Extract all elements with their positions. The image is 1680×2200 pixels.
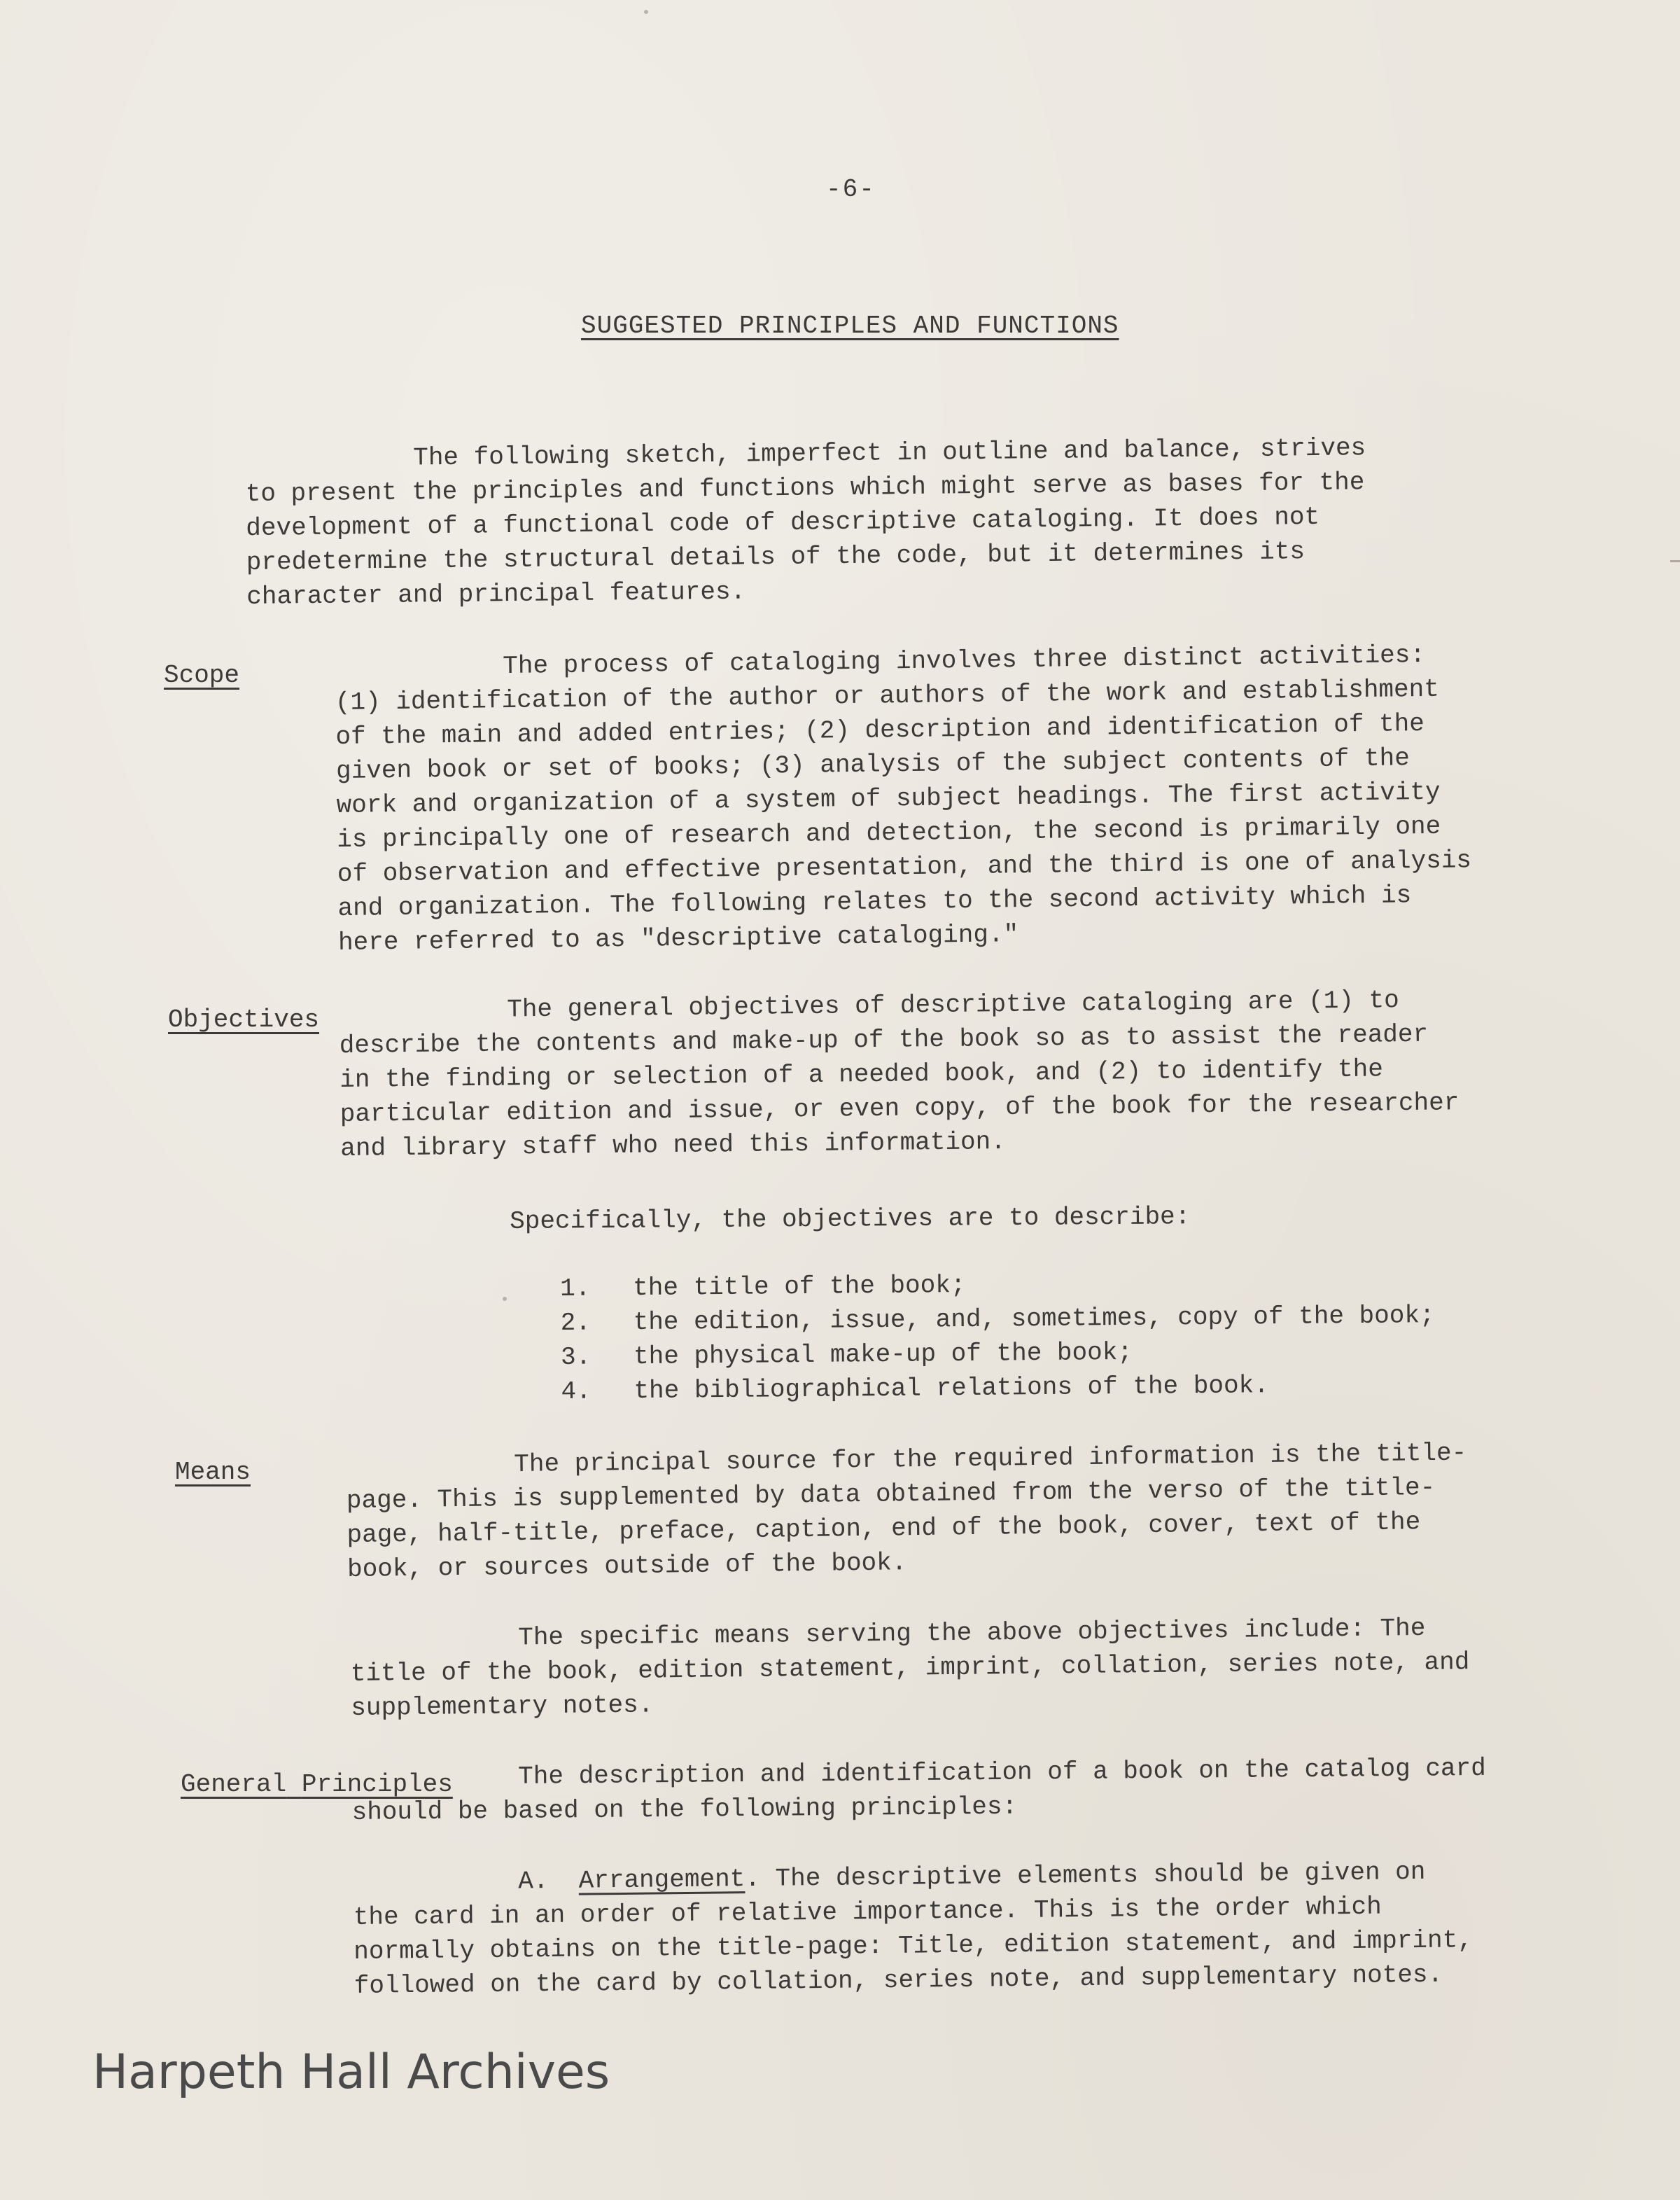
- text-line: The process of cataloging involves three distinct activities:: [503, 640, 1426, 681]
- objectives-specific-intro: Specifically, the objectives are to describe:: [510, 1202, 1191, 1236]
- list-text: the title of the book;: [633, 1270, 966, 1303]
- principles-label-word: Principles: [301, 1770, 453, 1799]
- general-label-word: General: [181, 1770, 287, 1799]
- means-label: Means: [175, 1458, 251, 1487]
- list-number: 1.: [560, 1274, 591, 1303]
- text-line: and organization. The following relates to the second activity which is: [337, 881, 1412, 923]
- text-line: given book or set of books; (3) analysis of the subject contents of the: [335, 744, 1410, 786]
- text-line: normally obtains on the title-page: Title, edition statement, and imprint,: [354, 1926, 1474, 1966]
- text-line: followed on the card by collation, series note, and supplementary notes.: [354, 1960, 1443, 2000]
- general-principles-paragraph: [351, 1751, 1486, 1830]
- text-line: development of a functional code of descriptive cataloging. It does not: [246, 502, 1320, 543]
- text-line: predetermine the structural details of the code, but it determines its: [246, 537, 1306, 577]
- text-line: book, or sources outside of the book.: [346, 1548, 907, 1584]
- list-text: the edition, issue, and, sometimes, copy of the book;: [633, 1301, 1435, 1337]
- text-line: work and organization of a system of subject headings. The first activity: [336, 777, 1441, 820]
- text-line: of the main and added entries; (2) description and identification of the: [335, 709, 1425, 751]
- text-line: The description and identification of a book on the catalog card: [518, 1753, 1486, 1791]
- text-line: and library staff who need this information.: [340, 1127, 1007, 1163]
- arrangement-paragraph: [353, 1854, 1474, 2003]
- means-paragraph: [346, 1435, 1468, 1587]
- text-line: to present the principles and functions which might serve as bases for the: [245, 468, 1365, 508]
- list-text: the physical make-up of the book;: [633, 1337, 1133, 1372]
- text-line: supplementary notes.: [351, 1690, 654, 1722]
- text-line: The general objectives of descriptive cataloging are (1) to: [507, 986, 1399, 1024]
- text-line: particular edition and issue, or even copy, of the book for the researcher: [340, 1088, 1460, 1129]
- text-line: page, half-title, preface, caption, end of the book, cover, text of the: [346, 1508, 1421, 1550]
- page-number: -6-: [826, 175, 876, 204]
- arrangement-first-line: . The descriptive elements should be given on: [745, 1857, 1426, 1894]
- text-line: page. This is supplemented by data obtained from the verso of the title-: [346, 1473, 1436, 1515]
- text-line: in the finding or selection of a needed book, and (2) to identify the: [340, 1054, 1384, 1094]
- text-line: title of the book, edition statement, imprint, collation, series note, and: [350, 1648, 1470, 1688]
- paper-speck: [644, 10, 648, 14]
- objectives-paragraph: [339, 982, 1460, 1166]
- paper-edge-mark: [1670, 560, 1680, 562]
- text-line: The following sketch, imperfect in outline and balance, strives: [413, 433, 1366, 473]
- text-line: The specific means serving the above objectives include: The: [518, 1613, 1426, 1652]
- text-line: (1) identification of the author or authors of the work and establishment: [335, 674, 1440, 717]
- scope-paragraph: [335, 637, 1473, 960]
- paper-speck: [503, 1297, 507, 1301]
- text-line: character and principal features.: [246, 577, 746, 611]
- intro-paragraph: [245, 431, 1368, 614]
- text-line: is principally one of research and detection, the second is primarily one: [337, 812, 1441, 854]
- text-line: here referred to as "descriptive cataloging.": [337, 920, 1019, 957]
- list-number: 4.: [561, 1377, 592, 1406]
- arrangement-letter: A.: [518, 1867, 549, 1896]
- archive-watermark: Harpeth Hall Archives: [92, 2045, 610, 2100]
- objectives-list: [560, 1264, 1436, 1409]
- text-line: of observation and effective presentation, and the third is one of analysis: [337, 846, 1472, 889]
- list-number: 3.: [560, 1342, 592, 1372]
- means-paragraph-2: [350, 1610, 1470, 1725]
- list-number: 2.: [560, 1308, 592, 1337]
- text-line: The principal source for the required information is the title-: [514, 1438, 1467, 1480]
- text-line: the card in an order of relative importance. This is the order which: [353, 1892, 1382, 1932]
- list-item: [561, 1367, 1435, 1409]
- scope-label: Scope: [164, 661, 240, 690]
- arrangement-heading: Arrangement: [578, 1865, 746, 1895]
- objectives-label: Objectives: [168, 1005, 320, 1034]
- list-text: the bibliographical relations of the book.: [634, 1371, 1269, 1406]
- text-line: should be based on the following principles:: [351, 1792, 1018, 1827]
- page-title: SUGGESTED PRINCIPLES AND FUNCTIONS: [581, 312, 1119, 340]
- text-line: describe the contents and make-up of the book so as to assist the reader: [339, 1019, 1429, 1060]
